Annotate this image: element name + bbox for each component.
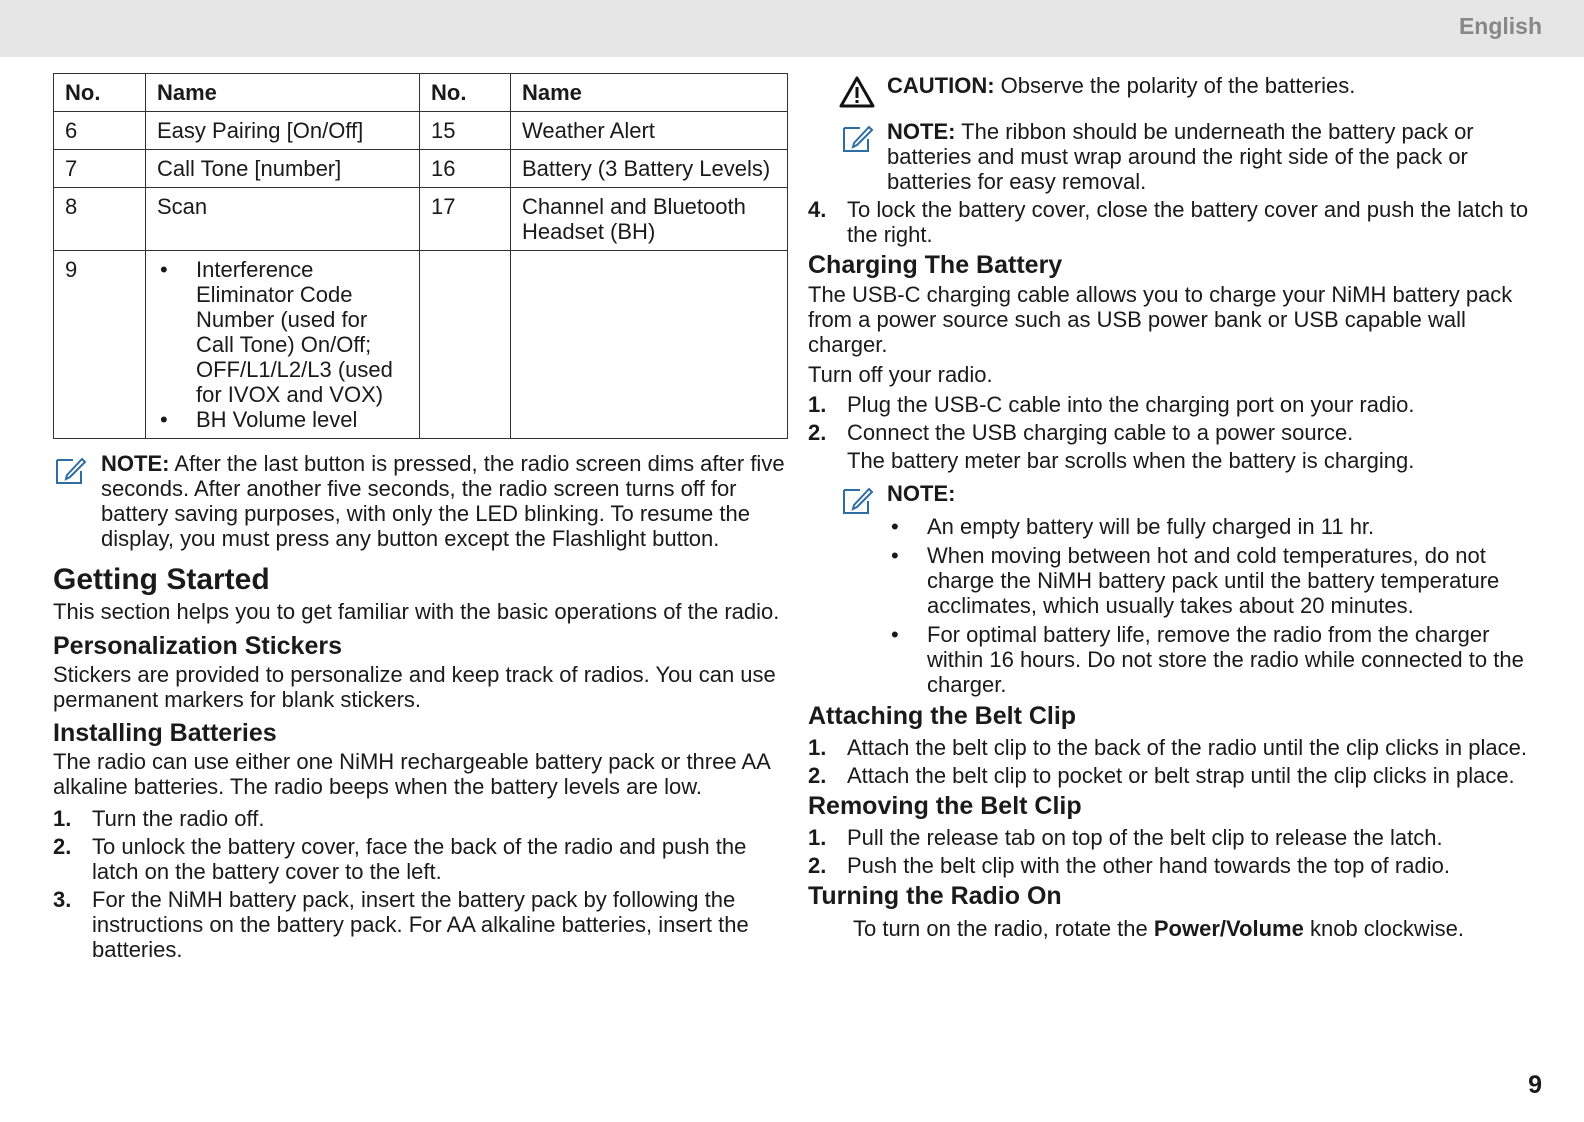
paragraph: The radio can use either one NiMH rechargeable battery pack or three AA alkaline batteries. The radio beeps when the battery levels are low.	[53, 749, 770, 799]
list-item: • BH Volume level	[157, 407, 409, 432]
list-item	[53, 834, 788, 884]
note-label: NOTE:	[887, 119, 956, 144]
list-item: • When moving between hot and cold temperatures, do not charge the NiMH battery pack until the battery temperature acclimates, which usually takes about 20 minutes.	[887, 543, 1548, 618]
page-number: 9	[1528, 1071, 1542, 1099]
note-bullet-list	[887, 514, 1548, 697]
list-item	[808, 735, 1548, 760]
table-cell: Weather Alert	[511, 112, 788, 150]
attach-steps	[808, 735, 1548, 788]
caution-text: Observe the polarity of the batteries.	[1000, 73, 1356, 98]
table-header-cell: Name	[146, 74, 420, 112]
list-item	[808, 825, 1548, 850]
subsection-title: Attaching the Belt Clip	[808, 702, 1077, 730]
table-cell: Easy Pairing [On/Off]	[146, 112, 420, 150]
step-number: 3.	[53, 887, 72, 912]
note-pencil-icon	[55, 455, 87, 485]
step-number: 1.	[808, 825, 827, 850]
table-row	[54, 150, 788, 188]
remove-steps	[808, 825, 1548, 878]
turn-on-text-end: knob clockwise.	[1309, 916, 1465, 941]
note-charging	[808, 481, 1548, 697]
step-text: For the NiMH battery pack, insert the battery pack by following the instructions on the battery pack. For AA alkaline batteries, insert the batteries.	[92, 887, 749, 962]
list-item: • For optimal battery life, remove the radio from the charger within 16 hours. Do not store the radio while connected to the charger.	[887, 622, 1548, 697]
left-column	[53, 73, 788, 965]
list-item: • Interference Eliminator Code Number (used for Call Tone) On/Off; OFF/L1/L2/L3 (used for IVOX and VOX)	[157, 257, 409, 407]
install-steps	[53, 806, 788, 962]
table-cell: 16	[420, 150, 511, 188]
step-text: To unlock the battery cover, face the back of the radio and push the latch on the battery cover to the left.	[92, 834, 747, 884]
warning-triangle-icon	[838, 75, 876, 109]
table-cell: 17	[420, 188, 511, 251]
step-number: 2.	[808, 763, 827, 788]
turn-on-text: To turn on the radio, rotate the	[853, 916, 1148, 941]
step-text: Pull the release tab on top of the belt clip to release the latch.	[847, 825, 1443, 850]
table-cell-list	[157, 257, 409, 432]
step-number: 4.	[808, 197, 827, 222]
table-header-cell: Name	[511, 74, 788, 112]
caution-box	[808, 73, 1548, 98]
list-item	[808, 392, 1548, 417]
table-cell	[146, 251, 420, 439]
step-text: Connect the USB charging cable to a power source.	[847, 420, 1354, 445]
step-text: Turn the radio off.	[92, 806, 265, 831]
caution-label: CAUTION:	[887, 73, 995, 98]
subsection-title: Personalization Stickers	[53, 632, 343, 660]
table-cell: Call Tone [number]	[146, 150, 420, 188]
table-cell: Battery (3 Battery Levels)	[511, 150, 788, 188]
note-screen	[53, 451, 788, 551]
step-number: 2.	[808, 420, 827, 445]
table-cell: 8	[54, 188, 146, 251]
list-item	[53, 806, 788, 831]
paragraph: The battery meter bar scrolls when the battery is charging.	[847, 448, 1415, 473]
step-text: Attach the belt clip to pocket or belt strap until the clip clicks in place.	[847, 763, 1515, 788]
display-icons-table	[53, 73, 788, 439]
paragraph: The USB-C charging cable allows you to charge your NiMH battery pack from a power source such as USB power bank or USB capable wall charger.	[808, 282, 1513, 357]
table-cell: 6	[54, 112, 146, 150]
note-label: NOTE:	[101, 451, 170, 476]
paragraph: Stickers are provided to personalize and keep track of radios. You can use permanent markers for blank stickers.	[53, 662, 776, 712]
section-title: Getting Started	[53, 563, 270, 596]
charging-steps	[808, 392, 1548, 445]
right-column	[808, 73, 1548, 941]
step-number: 2.	[53, 834, 72, 859]
list-item	[808, 420, 1548, 445]
note-text: After the last button is pressed, the radio screen dims after five seconds. After another five seconds, the radio screen turns off for battery saving purposes, with only the LED blinking. To resume the display, you must press any button except the Flashlight button.	[101, 451, 785, 551]
table-header-cell: No.	[420, 74, 511, 112]
step-number: 1.	[53, 806, 72, 831]
table-row	[54, 112, 788, 150]
step-number: 1.	[808, 392, 827, 417]
step-text: Attach the belt clip to the back of the radio until the clip clicks in place.	[847, 735, 1527, 760]
paragraph	[808, 916, 1548, 941]
table-cell	[511, 251, 788, 439]
subsection-title: Removing the Belt Clip	[808, 792, 1082, 820]
table-row	[54, 251, 788, 439]
table-row	[54, 188, 788, 251]
list-item	[808, 197, 1548, 247]
step-number: 1.	[808, 735, 827, 760]
step-number: 2.	[808, 853, 827, 878]
subsection-title: Installing Batteries	[53, 719, 277, 747]
list-item	[53, 887, 788, 962]
list-item	[808, 763, 1548, 788]
subsection-title: Turning the Radio On	[808, 882, 1062, 910]
table-cell	[420, 251, 511, 439]
step-text: Plug the USB-C cable into the charging port on your radio.	[847, 392, 1415, 417]
language-label: English	[1458, 13, 1542, 39]
table-cell: 7	[54, 150, 146, 188]
step-text: To lock the battery cover, close the battery cover and push the latch to the right.	[847, 197, 1529, 247]
table-cell: Scan	[146, 188, 420, 251]
subsection-title: Charging The Battery	[808, 251, 1063, 279]
paragraph: This section helps you to get familiar with the basic operations of the radio.	[53, 599, 780, 624]
paragraph: Turn off your radio.	[808, 362, 993, 387]
table-cell: Channel and Bluetooth Headset (BH)	[511, 188, 788, 251]
note-label: NOTE:	[887, 481, 956, 506]
header-bar	[0, 0, 1584, 57]
note-text: The ribbon should be underneath the battery pack or batteries and must wrap around the right side of the pack or batteries for easy removal.	[887, 119, 1474, 194]
table-cell: 15	[420, 112, 511, 150]
power-volume-knob-label: Power/Volume	[1153, 916, 1304, 941]
note-pencil-icon	[842, 485, 874, 515]
note-pencil-icon	[842, 123, 874, 153]
step-text: Push the belt clip with the other hand towards the top of radio.	[847, 853, 1450, 878]
table-cell: 9	[54, 251, 146, 439]
table-header-row	[54, 74, 788, 112]
install-step-4	[808, 197, 1548, 247]
list-item	[808, 853, 1548, 878]
list-item: • An empty battery will be fully charged in 11 hr.	[887, 514, 1548, 539]
note-ribbon	[808, 119, 1548, 194]
table-header-cell: No.	[54, 74, 146, 112]
